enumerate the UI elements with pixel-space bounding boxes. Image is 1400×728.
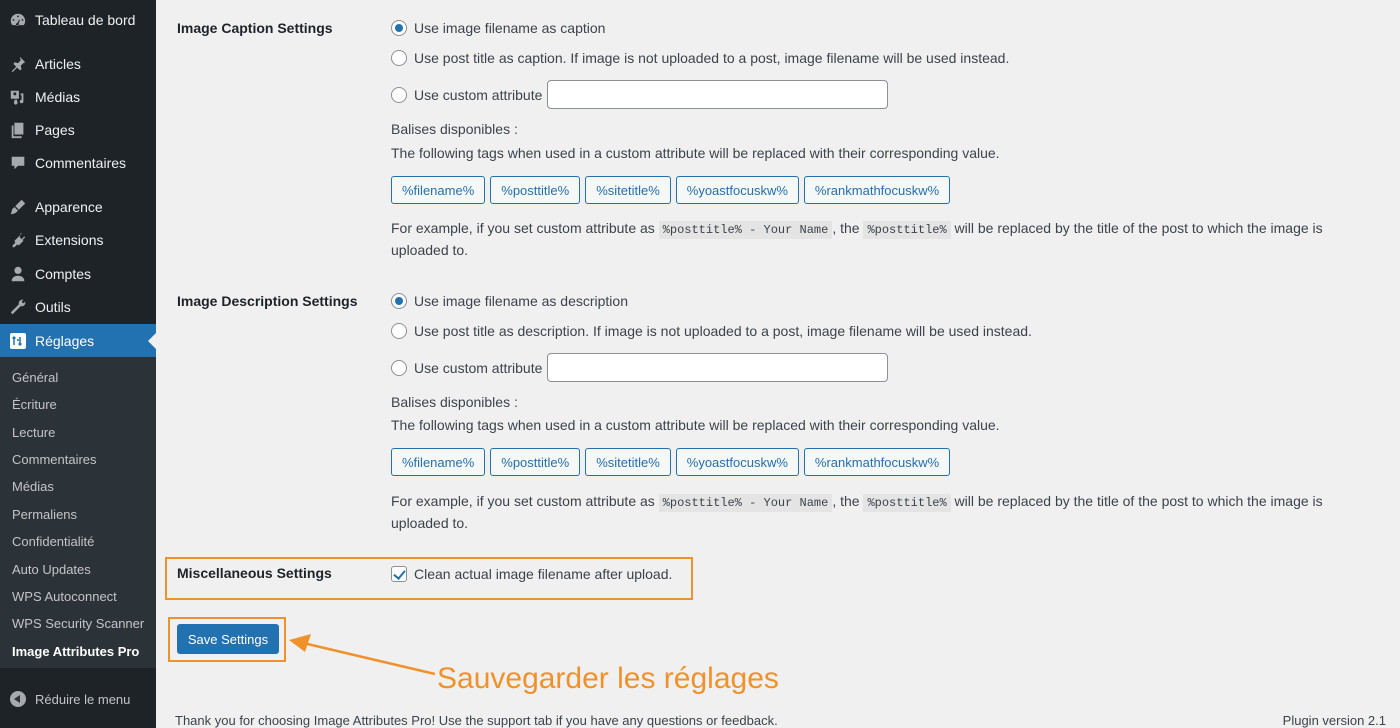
code-snippet: %posttitle% [863,221,950,239]
submenu-permaliens[interactable]: Permaliens [12,507,78,522]
menu-item-pages[interactable] [0,113,156,146]
code-snippet: %posttitle% [863,494,950,512]
menu-label: Articles [35,55,81,72]
menu-item-commentaires[interactable] [0,146,156,179]
description-option-custom[interactable] [391,353,888,382]
description-option-posttitle[interactable] [391,323,1032,339]
menu-label: Pages [35,121,75,138]
submenu-medias[interactable]: Médias [12,479,54,494]
comment-icon [8,153,28,173]
submenu-commentaires[interactable]: Commentaires [12,452,97,467]
tag-rankmathfocuskw[interactable]: %rankmathfocuskw% [804,176,950,204]
tag-yoastfocuskw[interactable]: %yoastfocuskw% [676,176,799,204]
save-settings-button[interactable]: Save Settings [177,624,279,654]
description-tags-heading: Balises disponibles : [391,394,518,410]
tag-yoastfocuskw[interactable]: %yoastfocuskw% [676,448,799,476]
settings-icon [8,331,28,351]
pages-icon [8,120,28,140]
tag-filename[interactable]: %filename% [391,448,485,476]
caption-custom-attribute-input[interactable] [547,80,888,109]
menu-item-medias[interactable] [0,80,156,113]
tag-posttitle[interactable]: %posttitle% [490,176,580,204]
radio-button[interactable] [391,360,407,376]
description-example-text: For example, if you set custom attribute as %posttitle% - Your Name , the %posttitle% will be replaced by the title of the post to which the image is uploaded to. [391,493,1323,531]
menu-label: Apparence [35,198,103,215]
menu-item-outils[interactable] [0,290,156,323]
menu-label: Tableau de bord [35,11,136,28]
clean-filename-option[interactable] [391,566,672,582]
menu-item-apparence[interactable] [0,190,156,223]
description-custom-attribute-input[interactable] [547,353,888,382]
radio-button[interactable] [391,50,407,66]
submenu-confidentialite[interactable]: Confidentialité [12,534,95,549]
user-icon [8,264,28,284]
code-snippet: %posttitle% - Your Name [659,494,833,512]
plugin-icon [8,230,28,250]
submenu-wps-security-scanner[interactable]: WPS Security Scanner [12,616,145,631]
submenu-general[interactable]: Général [12,370,59,385]
menu-label: Réglages [35,332,95,349]
collapse-label: Réduire le menu [35,691,131,707]
misc-settings-label: Miscellaneous Settings [177,565,332,581]
option-label: Use post title as description. If image is not uploaded to a post, image filename will be used instead. [414,323,1032,339]
settings-submenu [0,357,156,668]
menu-item-comptes[interactable] [0,257,156,290]
menu-item-articles[interactable] [0,47,156,80]
collapse-arrow-icon [10,691,26,707]
submenu-wps-autoconnect[interactable]: WPS Autoconnect [12,589,117,604]
plugin-version-text: Plugin version 2.1 [1282,713,1386,728]
tag-sitetitle[interactable]: %sitetitle% [585,448,671,476]
collapse-menu-button[interactable] [0,684,156,714]
submenu-lecture[interactable]: Lecture [12,425,56,440]
caption-option-posttitle[interactable] [391,50,1009,66]
submenu-image-attributes-pro[interactable]: Image Attributes Pro [12,644,140,659]
radio-button[interactable] [391,293,407,309]
radio-button[interactable] [391,323,407,339]
caption-tags-heading: Balises disponibles : [391,121,518,137]
annotation-arrow-icon [285,630,445,680]
description-settings-label: Image Description Settings [177,293,358,309]
menu-item-reglages[interactable] [0,324,156,357]
dashboard-icon [8,10,28,30]
checkbox-label: Clean actual image filename after upload. [414,566,673,582]
caption-option-custom[interactable] [391,80,888,109]
menu-label: Extensions [35,231,104,248]
description-tags-description: The following tags when used in a custom attribute will be replaced with their corresponding value. [391,417,1000,433]
caption-settings-label: Image Caption Settings [177,20,333,36]
annotation-text: Sauvegarder les réglages [437,662,779,695]
radio-button[interactable] [391,20,407,36]
menu-label: Commentaires [35,154,127,171]
option-label: Use image filename as caption [414,20,606,36]
tag-sitetitle[interactable]: %sitetitle% [585,176,671,204]
footer-thanks-text: Thank you for choosing Image Attributes Pro! Use the support tab if you have any questions or feedback. [175,713,778,728]
code-snippet: %posttitle% - Your Name [659,221,833,239]
menu-label: Médias [35,88,81,105]
wrench-icon [8,297,28,317]
description-option-filename[interactable] [391,293,628,309]
menu-label: Outils [35,298,71,315]
option-label: Use post title as caption. If image is not uploaded to a post, image filename will be used instead. [414,50,1010,66]
media-icon [8,87,28,107]
option-label: Use custom attribute [414,86,543,103]
submenu-ecriture[interactable]: Écriture [12,397,57,412]
menu-item-dashboard[interactable] [0,3,156,36]
tag-filename[interactable]: %filename% [391,176,485,204]
option-label: Use custom attribute [414,359,543,376]
caption-tags-description: The following tags when used in a custom attribute will be replaced with their corresponding value. [391,145,1000,161]
menu-label: Comptes [35,265,92,282]
caption-tag-list [391,176,950,204]
clean-filename-checkbox[interactable] [391,566,407,582]
submenu-auto-updates[interactable]: Auto Updates [12,562,91,577]
caption-example-text: For example, if you set custom attribute as %posttitle% - Your Name , the %posttitle% will be replaced by the title of the post to which the image is uploaded to. [391,220,1323,258]
tag-posttitle[interactable]: %posttitle% [490,448,580,476]
pin-icon [8,54,28,74]
radio-button[interactable] [391,87,407,103]
admin-sidebar [0,0,156,728]
description-tag-list [391,448,950,476]
option-label: Use image filename as description [414,293,628,309]
tag-rankmathfocuskw[interactable]: %rankmathfocuskw% [804,448,950,476]
brush-icon [8,197,28,217]
caption-option-filename[interactable] [391,20,605,36]
menu-item-extensions[interactable] [0,223,156,256]
